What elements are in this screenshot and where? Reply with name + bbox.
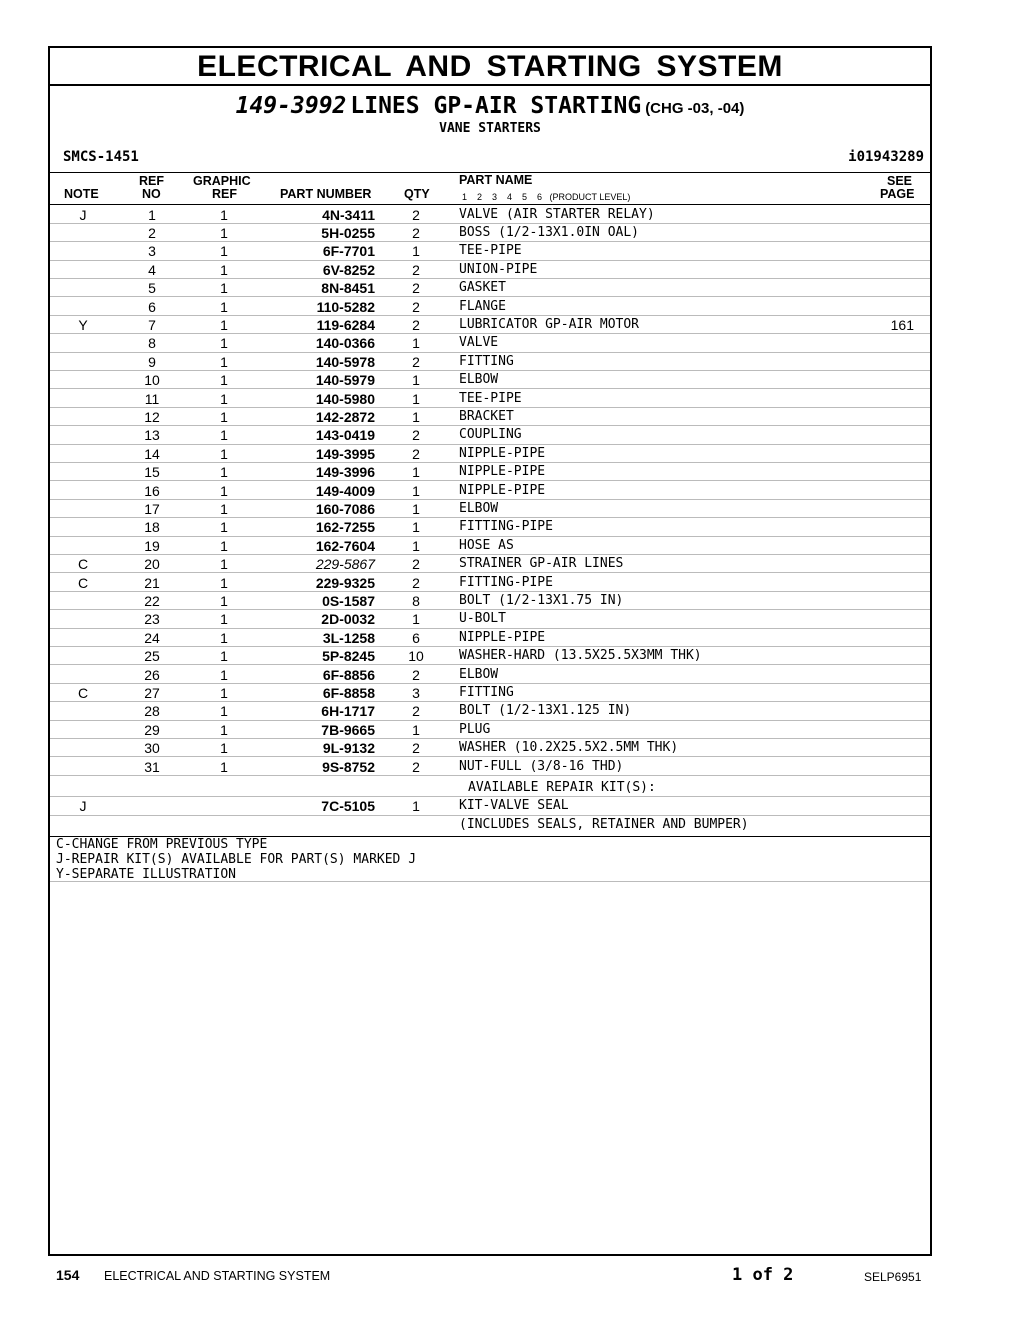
- kit-qty: 1: [412, 798, 420, 815]
- row-part-name: HOSE AS: [459, 537, 514, 553]
- row-qty: 2: [412, 758, 420, 775]
- table-row: [50, 574, 930, 592]
- row-qty: 2: [412, 298, 420, 315]
- row-ref-no: 3: [148, 243, 156, 260]
- row-qty: 1: [412, 500, 420, 517]
- row-graphic-ref: 1: [220, 629, 228, 646]
- row-qty: 1: [412, 243, 420, 260]
- table-row: [50, 279, 930, 297]
- row-qty: 1: [412, 408, 420, 425]
- row-ref-no: 2: [148, 224, 156, 241]
- row-graphic-ref: 1: [220, 721, 228, 738]
- illustration-id: i01943289: [848, 149, 924, 165]
- table-row: [50, 537, 930, 555]
- row-part-number: 229-5867: [315, 556, 375, 573]
- row-qty: 6: [412, 629, 420, 646]
- group-name: LINES GP-AIR STARTING: [350, 93, 642, 119]
- notes-legend: [50, 836, 930, 882]
- header-qty: QTY: [404, 187, 430, 201]
- row-graphic-ref: 1: [220, 390, 228, 407]
- row-part-number: 149-3996: [315, 464, 375, 481]
- smcs-code: SMCS-1451: [63, 149, 139, 165]
- header-note: NOTE: [64, 187, 99, 201]
- table-row: [50, 684, 930, 702]
- row-part-name: NIPPLE-PIPE: [459, 445, 546, 461]
- row-qty: 2: [412, 703, 420, 720]
- table-row: [50, 592, 930, 610]
- row-ref-no: 16: [144, 482, 160, 499]
- row-part-number: 5H-0255: [321, 224, 375, 241]
- table-row: [50, 758, 930, 776]
- row-part-number: 6F-7701: [322, 243, 375, 260]
- row-graphic-ref: 1: [220, 261, 228, 278]
- row-part-number: 162-7255: [315, 519, 375, 536]
- table-row: [50, 426, 930, 444]
- row-part-name: ELBOW: [459, 500, 499, 516]
- row-ref-no: 29: [144, 721, 160, 738]
- row-ref-no: 9: [148, 353, 156, 370]
- note-c: C-CHANGE FROM PREVIOUS TYPE: [56, 837, 268, 852]
- row-ref-no: 7: [148, 316, 156, 333]
- row-part-number: 5P-8245: [322, 648, 375, 665]
- table-row: [50, 647, 930, 665]
- row-qty: 1: [412, 390, 420, 407]
- row-graphic-ref: 1: [220, 574, 228, 591]
- row-qty: 2: [412, 206, 420, 223]
- row-part-number: 0S-1587: [322, 592, 375, 609]
- row-ref-no: 19: [144, 537, 160, 554]
- row-ref-no: 20: [144, 556, 160, 573]
- row-graphic-ref: 1: [220, 372, 228, 389]
- row-part-name: NIPPLE-PIPE: [459, 482, 546, 498]
- row-graphic-ref: 1: [220, 445, 228, 462]
- table-row: [50, 721, 930, 739]
- row-qty: 2: [412, 740, 420, 757]
- row-part-number: 9S-8752: [322, 758, 375, 775]
- table-row: [50, 666, 930, 684]
- row-part-number: 149-3995: [315, 445, 375, 462]
- row-part-name: FLANGE: [459, 298, 506, 314]
- row-graphic-ref: 1: [220, 243, 228, 260]
- table-row: [50, 316, 930, 334]
- row-graphic-ref: 1: [220, 500, 228, 517]
- row-graphic-ref: 1: [220, 666, 228, 683]
- row-ref-no: 28: [144, 703, 160, 720]
- row-qty: 1: [412, 372, 420, 389]
- table-row: [50, 445, 930, 463]
- row-part-number: 110-5282: [316, 298, 375, 315]
- row-part-number: 6F-8858: [322, 684, 375, 701]
- row-qty: 2: [412, 261, 420, 278]
- row-note: C: [77, 574, 89, 591]
- header-see-2: PAGE: [880, 187, 915, 201]
- row-part-name: FITTING: [459, 353, 514, 369]
- note-j: J-REPAIR KIT(S) AVAILABLE FOR PART(S) MARKED J: [56, 852, 417, 867]
- row-part-name: TEE-PIPE: [459, 390, 522, 406]
- row-part-name: BOSS (1/2-13X1.0IN OAL): [459, 224, 640, 240]
- table-row: [50, 390, 930, 408]
- row-qty: 2: [412, 316, 420, 333]
- row-qty: 2: [412, 666, 420, 683]
- note-y: Y-SEPARATE ILLUSTRATION: [56, 867, 237, 882]
- row-qty: 8: [412, 592, 420, 609]
- row-qty: 1: [412, 464, 420, 481]
- row-ref-no: 5: [148, 280, 156, 297]
- row-graphic-ref: 1: [220, 482, 228, 499]
- row-part-number: 9L-9132: [322, 740, 375, 757]
- row-part-number: 160-7086: [315, 500, 375, 517]
- row-part-name: STRAINER GP-AIR LINES: [459, 556, 624, 572]
- row-part-number: 2D-0032: [321, 611, 375, 628]
- row-graphic-ref: 1: [220, 703, 228, 720]
- row-ref-no: 30: [144, 740, 160, 757]
- row-part-number: 140-5980: [315, 390, 375, 407]
- row-part-name: NUT-FULL (3/8-16 THD): [459, 758, 624, 774]
- row-graphic-ref: 1: [220, 592, 228, 609]
- row-ref-no: 24: [144, 629, 160, 646]
- row-note: J: [79, 206, 87, 223]
- row-ref-no: 18: [144, 519, 160, 536]
- row-ref-no: 8: [148, 335, 156, 352]
- row-graphic-ref: 1: [220, 298, 228, 315]
- row-part-name: UNION-PIPE: [459, 261, 538, 277]
- row-qty: 2: [412, 224, 420, 241]
- row-part-name: LUBRICATOR GP-AIR MOTOR: [459, 316, 640, 332]
- row-graphic-ref: 1: [220, 740, 228, 757]
- row-ref-no: 6: [148, 298, 156, 315]
- row-part-number: 7B-9665: [321, 721, 375, 738]
- row-graphic-ref: 1: [220, 464, 228, 481]
- table-row: [50, 224, 930, 242]
- row-ref-no: 14: [144, 445, 160, 462]
- row-graphic-ref: 1: [220, 611, 228, 628]
- row-qty: 1: [412, 519, 420, 536]
- row-qty: 2: [412, 556, 420, 573]
- kit-heading: AVAILABLE REPAIR KIT(S):: [468, 780, 656, 795]
- row-part-number: 6V-8252: [322, 261, 375, 278]
- row-graphic-ref: 1: [220, 280, 228, 297]
- header-graphic-1: GRAPHIC: [193, 174, 251, 188]
- row-part-name: VALVE (AIR STARTER RELAY): [459, 206, 655, 222]
- table-row: [50, 261, 930, 279]
- row-part-name: ELBOW: [459, 666, 499, 682]
- header-product-level: 1 2 3 4 5 6 (PRODUCT LEVEL): [462, 192, 631, 202]
- row-graphic-ref: 1: [220, 206, 228, 223]
- row-ref-no: 31: [144, 758, 160, 775]
- kit-includes-row: [50, 816, 930, 834]
- row-qty: 1: [412, 335, 420, 352]
- row-part-number: 3L-1258: [322, 629, 375, 646]
- row-ref-no: 15: [144, 464, 160, 481]
- row-part-name: WASHER-HARD (13.5X25.5X3MM THK): [459, 648, 702, 664]
- parts-page-frame: [48, 46, 932, 1256]
- header-part-name: PART NAME: [459, 173, 533, 187]
- table-row: [50, 518, 930, 536]
- row-part-name: FITTING-PIPE: [459, 519, 553, 535]
- row-part-name: PLUG: [459, 721, 491, 737]
- row-part-number: 140-5979: [315, 372, 375, 389]
- row-qty: 2: [412, 353, 420, 370]
- row-graphic-ref: 1: [220, 335, 228, 352]
- row-part-name: BOLT (1/2-13X1.75 IN): [459, 592, 624, 608]
- row-qty: 3: [412, 684, 420, 701]
- row-part-name: U-BOLT: [459, 611, 506, 627]
- row-part-name: VALVE: [459, 335, 499, 351]
- row-graphic-ref: 1: [220, 224, 228, 241]
- row-ref-no: 11: [144, 390, 160, 407]
- row-qty: 1: [412, 721, 420, 738]
- row-part-number: 6F-8856: [322, 666, 375, 683]
- row-qty: 2: [412, 574, 420, 591]
- row-part-number: 162-7604: [315, 537, 375, 554]
- row-part-number: 8N-8451: [321, 280, 375, 297]
- row-qty: 1: [412, 537, 420, 554]
- row-ref-no: 17: [144, 500, 160, 517]
- kit-row: [50, 797, 930, 815]
- table-row: [50, 334, 930, 352]
- header-ref-2: NO: [142, 187, 161, 201]
- row-ref-no: 27: [144, 684, 160, 701]
- row-ref-no: 13: [144, 427, 160, 444]
- row-part-number: 143-0419: [315, 427, 375, 444]
- kit-heading-row: [50, 779, 930, 797]
- table-row: [50, 482, 930, 500]
- row-part-number: 119-6284: [316, 316, 375, 333]
- kit-name: KIT-VALVE SEAL: [459, 798, 569, 814]
- kit-note: J: [79, 798, 87, 815]
- row-part-name: BOLT (1/2-13X1.125 IN): [459, 703, 632, 719]
- row-part-name: FITTING-PIPE: [459, 574, 553, 590]
- table-row: [50, 629, 930, 647]
- page-footer: [0, 1266, 1020, 1286]
- row-graphic-ref: 1: [220, 758, 228, 775]
- row-part-number: 149-4009: [315, 482, 375, 499]
- row-part-number: 140-5978: [315, 353, 375, 370]
- section-title: ELECTRICAL AND STARTING SYSTEM: [50, 48, 930, 86]
- row-part-name: COUPLING: [459, 427, 522, 443]
- row-ref-no: 4: [148, 261, 156, 278]
- group-change: (CHG -03, -04): [645, 100, 745, 117]
- row-ref-no: 21: [144, 574, 160, 591]
- row-ref-no: 25: [144, 648, 160, 665]
- footer-page-number: 154: [56, 1267, 80, 1283]
- group-number: 149-3992: [235, 93, 347, 119]
- row-part-name: NIPPLE-PIPE: [459, 629, 546, 645]
- row-ref-no: 22: [144, 592, 160, 609]
- row-qty: 2: [412, 445, 420, 462]
- table-row: [50, 555, 930, 573]
- table-row: [50, 739, 930, 757]
- row-qty: 1: [412, 611, 420, 628]
- row-ref-no: 26: [144, 666, 160, 683]
- row-graphic-ref: 1: [220, 427, 228, 444]
- row-part-number: 142-2872: [315, 408, 375, 425]
- row-graphic-ref: 1: [220, 519, 228, 536]
- header-ref-1: REF: [139, 174, 164, 188]
- row-part-name: GASKET: [459, 280, 506, 296]
- table-row: [50, 371, 930, 389]
- header-graphic-2: REF: [212, 187, 237, 201]
- row-qty: 10: [408, 648, 424, 665]
- table-row: [50, 500, 930, 518]
- row-part-name: WASHER (10.2X25.5X2.5MM THK): [459, 740, 679, 756]
- group-title: [50, 92, 930, 123]
- table-row: [50, 408, 930, 426]
- header-part-number: PART NUMBER: [280, 187, 372, 201]
- row-graphic-ref: 1: [220, 353, 228, 370]
- row-qty: 1: [412, 482, 420, 499]
- row-qty: 2: [412, 280, 420, 297]
- row-part-name: BRACKET: [459, 408, 514, 424]
- row-graphic-ref: 1: [220, 556, 228, 573]
- group-subtitle: VANE STARTERS: [439, 121, 541, 136]
- row-graphic-ref: 1: [220, 408, 228, 425]
- row-part-name: ELBOW: [459, 372, 499, 388]
- row-ref-no: 12: [144, 408, 160, 425]
- table-row: [50, 610, 930, 628]
- kit-includes: (INCLUDES SEALS, RETAINER AND BUMPER): [459, 816, 749, 832]
- table-row: [50, 206, 930, 224]
- footer-doc-id: SELP6951: [864, 1270, 922, 1284]
- table-row: [50, 353, 930, 371]
- row-graphic-ref: 1: [220, 316, 228, 333]
- row-ref-no: 1: [148, 206, 156, 223]
- footer-page-of: 1 of 2: [732, 1265, 794, 1285]
- row-part-number: 229-9325: [315, 574, 375, 591]
- table-header: [50, 172, 930, 205]
- row-note: Y: [78, 316, 88, 333]
- row-graphic-ref: 1: [220, 537, 228, 554]
- row-graphic-ref: 1: [220, 648, 228, 665]
- row-part-number: 140-0366: [315, 335, 375, 352]
- table-row: [50, 463, 930, 481]
- row-part-name: NIPPLE-PIPE: [459, 464, 546, 480]
- kit-part-number: 7C-5105: [321, 798, 375, 815]
- row-part-number: 6H-1717: [321, 703, 375, 720]
- row-ref-no: 10: [144, 372, 160, 389]
- header-see-1: SEE: [887, 174, 913, 188]
- table-row: [50, 298, 930, 316]
- row-part-name: FITTING: [459, 684, 514, 700]
- row-note: C: [77, 556, 89, 573]
- row-graphic-ref: 1: [220, 684, 228, 701]
- row-ref-no: 23: [144, 611, 160, 628]
- table-row: [50, 242, 930, 260]
- row-note: C: [77, 684, 89, 701]
- footer-section: ELECTRICAL AND STARTING SYSTEM: [104, 1269, 331, 1283]
- row-qty: 2: [412, 427, 420, 444]
- table-row: [50, 702, 930, 720]
- row-part-number: 4N-3411: [322, 206, 375, 223]
- row-part-name: TEE-PIPE: [459, 243, 522, 259]
- row-see-page: 161: [890, 316, 914, 333]
